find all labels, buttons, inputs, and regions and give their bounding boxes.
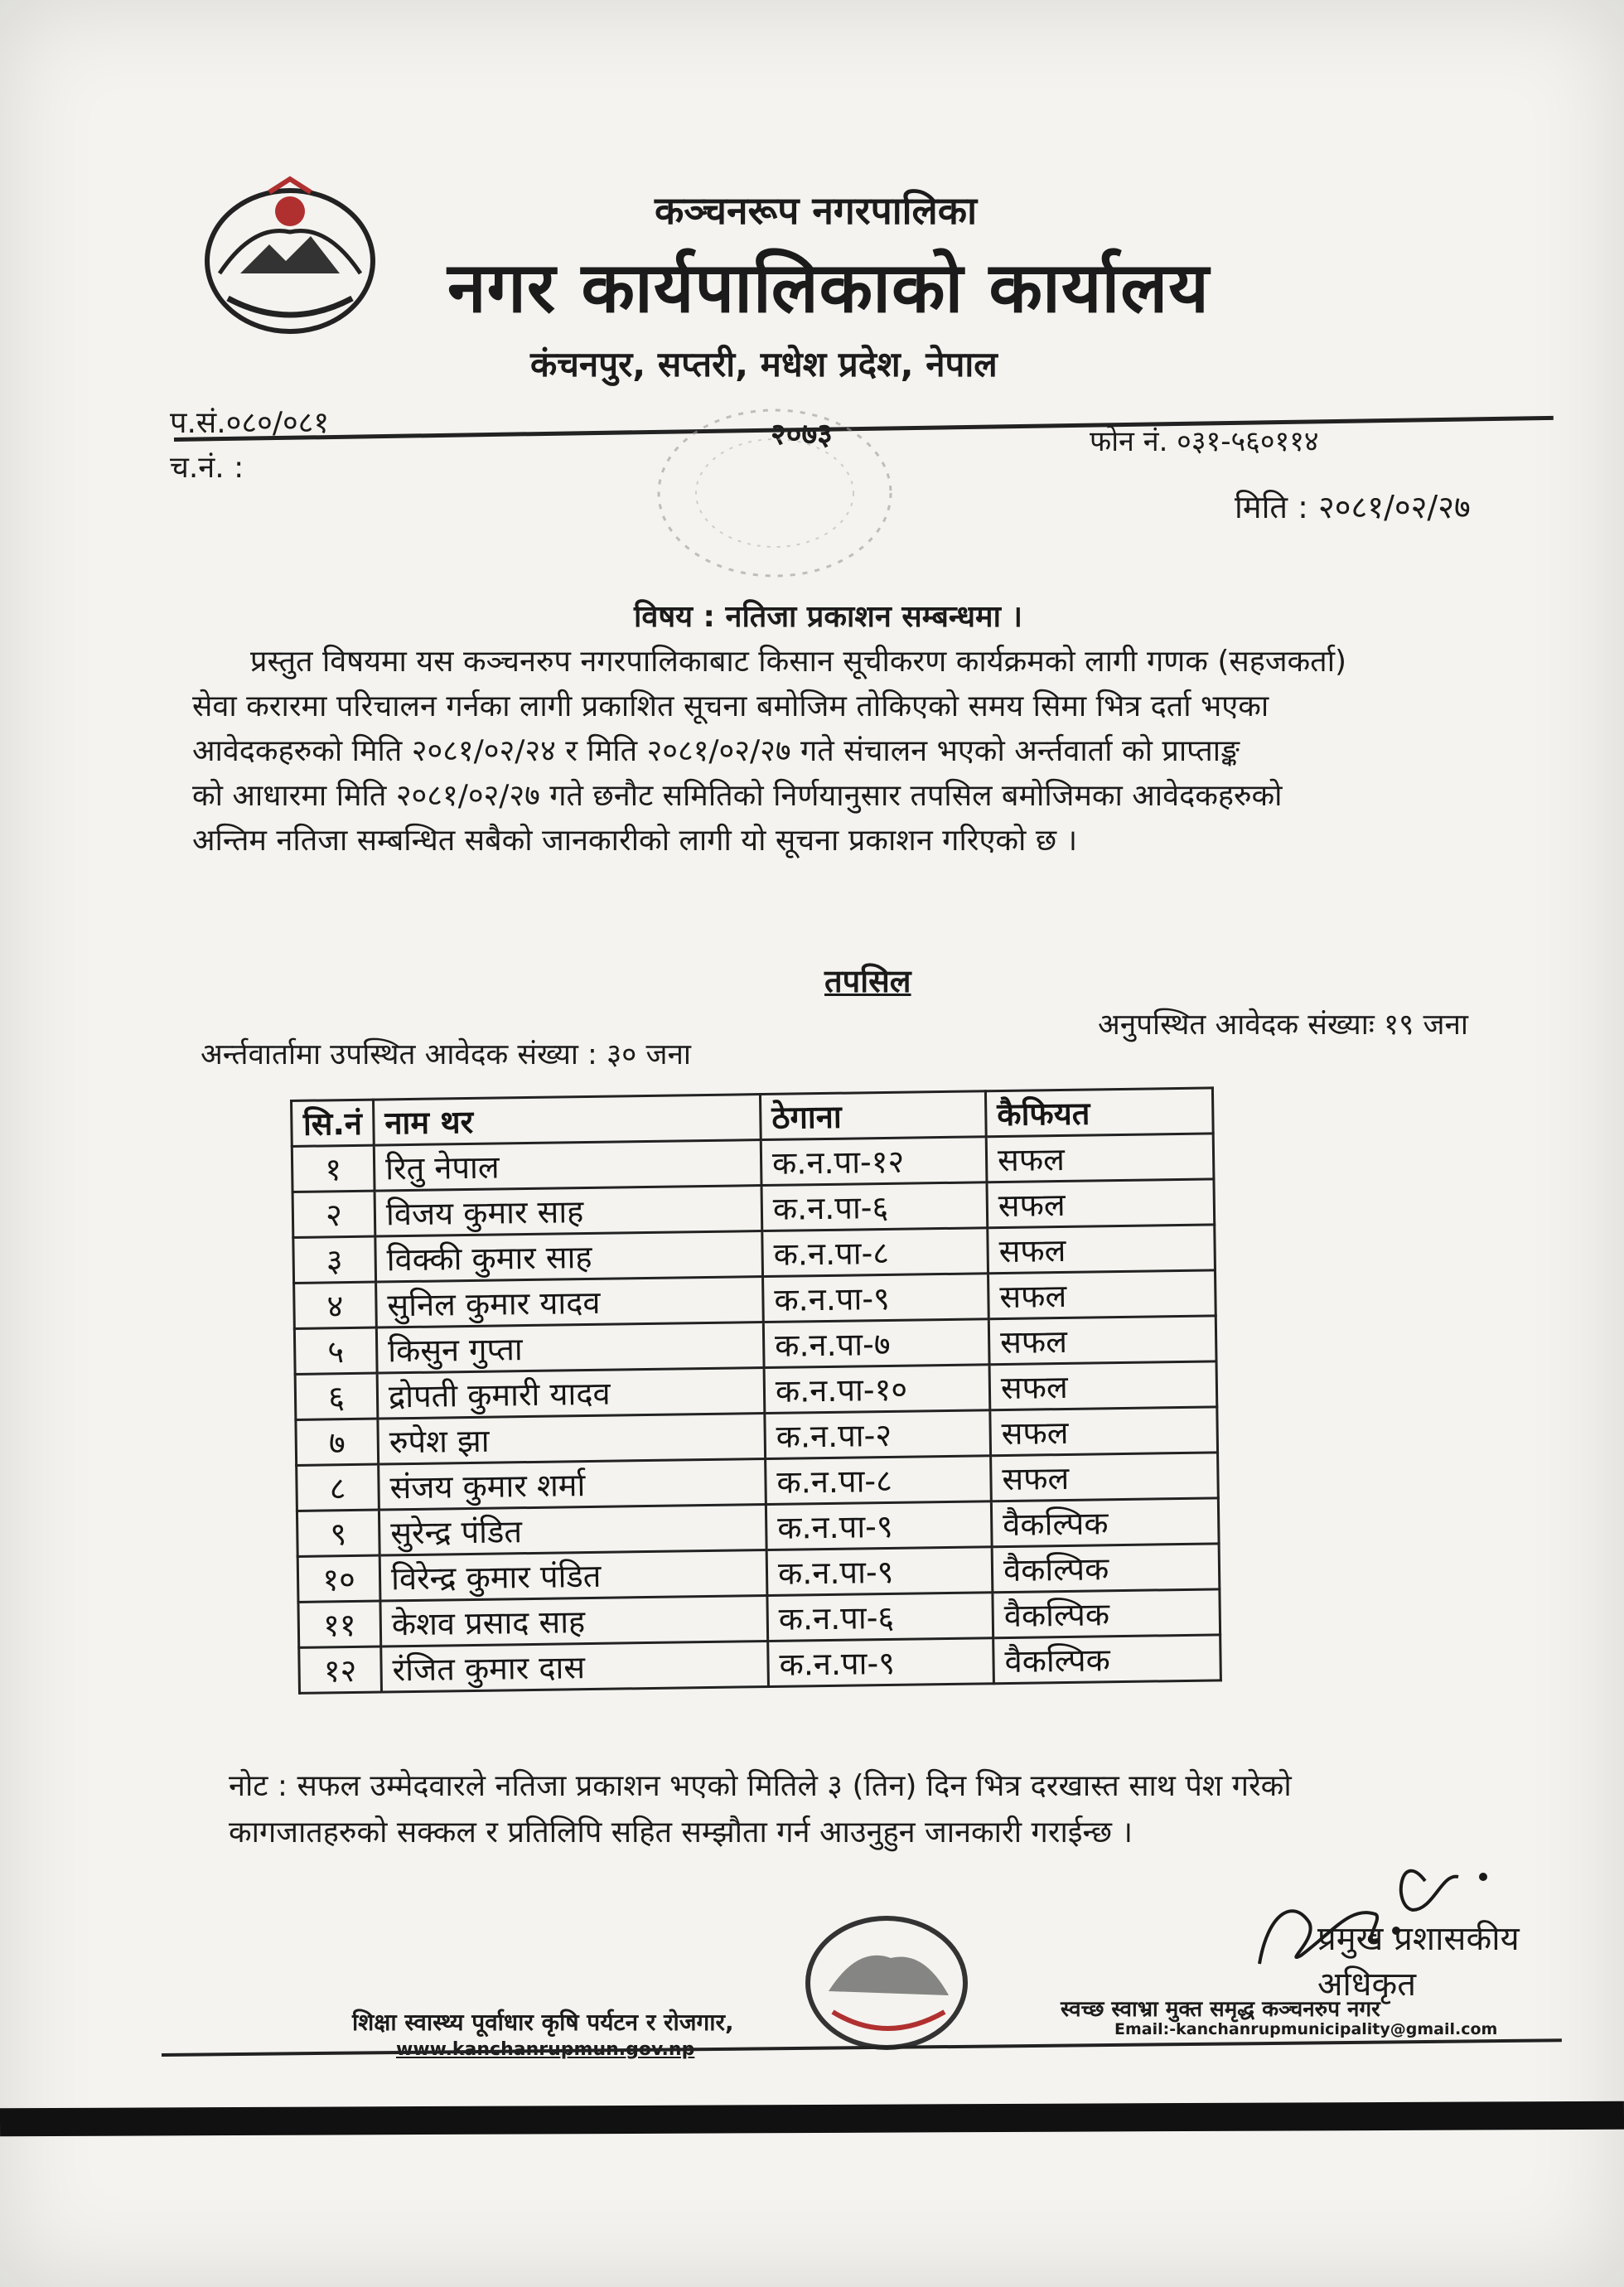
cell-remarks: सफल [988, 1270, 1216, 1319]
cell-name: द्रोपती कुमारी यादव [377, 1368, 765, 1419]
cell-name: रितु नेपाल [374, 1140, 761, 1192]
cell-serial: ८ [297, 1464, 379, 1511]
cell-name: सुनिल कुमार यादव [376, 1277, 764, 1328]
col-header-remarks: कैफियत [985, 1088, 1213, 1137]
cell-name: संजय कुमार शर्मा [379, 1459, 766, 1511]
cell-address: क.न.पा-९ [766, 1501, 992, 1550]
subject-line: विषय : नतिजा प्रकाशन सम्बन्धमा । [634, 600, 1023, 634]
footer-slogan-left: शिक्षा स्वास्थ्य पूर्वाधार कृषि पर्यटन र रोजगार, [352, 2009, 734, 2036]
body-line: को आधारमा मिति २०८१/०२/२७ गते छनौट समितिको निर्णयानुसार तपसिल बमोजिमका आवेदकहरुको [192, 779, 1283, 813]
body-line: अन्तिम नतिजा सम्बन्धित सबैको जानकारीको लागी यो सूचना प्रकाशन गरिएको छ । [192, 824, 1078, 858]
office-title: नगर कार्यपालिकाको कार्यालय [447, 247, 1210, 328]
letter-date: मिति : २०८१/०२/२७ [1235, 489, 1471, 525]
cell-serial: १ [292, 1145, 375, 1192]
signer-designation: प्रमुख प्रशासकीय अधिकृत [1317, 1920, 1520, 2004]
cell-name: विरेन्द्र कुमार पंडित [379, 1550, 767, 1602]
cell-remarks: वैकल्पिक [991, 1498, 1219, 1547]
footer-stamp-icon [800, 1912, 974, 2053]
office-address: कंचनपुर, सप्तरी, मधेश प्रदेश, नेपाल [530, 344, 998, 384]
body-line: प्रस्तुत विषयमा यस कञ्चनरुप नगरपालिकाबाट किसान सूचीकरण कार्यक्रमको लागी गणक (सहजकर्ता) [250, 645, 1347, 679]
faint-stamp-icon [638, 389, 911, 597]
cell-serial: ४ [294, 1282, 377, 1328]
cell-name: केशव प्रसाद साह [380, 1596, 768, 1647]
reference-number: प.सं.०८०/०८१ [170, 406, 330, 440]
cell-remarks: सफल [986, 1134, 1214, 1182]
col-header-serial: सि.नं [292, 1100, 375, 1146]
cell-remarks: सफल [989, 1361, 1217, 1410]
cell-remarks: सफल [990, 1407, 1218, 1456]
cell-remarks: सफल [991, 1453, 1219, 1501]
present-count: अर्न्तवार्तामा उपस्थित आवेदक संख्या : ३० जना [201, 1038, 691, 1071]
footer-website: www.kanchanrupmun.gov.np [396, 2039, 695, 2060]
cell-remarks: सफल [987, 1179, 1215, 1228]
cell-address: क.न.पा-९ [766, 1547, 993, 1596]
body-paragraph [192, 640, 1559, 863]
cell-serial: १२ [299, 1646, 382, 1693]
cell-remarks: वैकल्पिक [992, 1544, 1220, 1593]
cell-address: क.न.पा-२ [765, 1410, 991, 1459]
cell-address: क.न.पा-८ [766, 1456, 992, 1505]
body-line: सेवा करारमा परिचालन गर्नका लागी प्रकाशित सूचना बमोजिम तोकिएको समय सिमा भित्र दर्ता भएका [192, 689, 1269, 723]
established-year: २०७३ [771, 418, 833, 452]
cell-serial: ६ [295, 1373, 378, 1419]
results-table [290, 1086, 1222, 1694]
footer-slogan-right: स्वच्छ स्वाभ्रा मुक्त समृद्ध कञ्चनरुप नगर [1061, 1997, 1380, 2022]
cell-address: क.न.पा-१० [764, 1365, 990, 1414]
cell-serial: १० [297, 1555, 380, 1602]
scan-edge-bar [0, 2101, 1624, 2137]
cell-name: विजय कुमार साह [375, 1186, 762, 1237]
note-line: कागजातहरुको सक्कल र प्रतिलिपि सहित सम्झौता गर्न आउनुहुन जानकारी गराईन्छ । [229, 1815, 1133, 1849]
cell-serial: ११ [298, 1601, 381, 1647]
tapasil-heading: तपसिल [824, 963, 911, 999]
cell-serial: २ [292, 1191, 375, 1237]
cell-address: क.न.पा-८ [762, 1228, 988, 1277]
note-line: नोट : सफल उम्मेदवारले नतिजा प्रकाशन भएको मितिले ३ (तिन) दिन भित्र दरखास्त साथ पेश गरेको [229, 1769, 1292, 1803]
cell-name: रुपेश झा [378, 1414, 766, 1465]
footer-email: Email:-kanchanrupmunicipality@gmail.com [1114, 2020, 1498, 2038]
cell-serial: ७ [296, 1419, 379, 1465]
cell-address: क.न.पा-६ [761, 1182, 988, 1231]
cell-address: क.न.पा-७ [763, 1319, 989, 1368]
nepal-emblem-icon [195, 174, 385, 340]
cell-remarks: वैकल्पिक [993, 1635, 1221, 1684]
cell-name: सुरेन्द्र पंडित [379, 1505, 766, 1556]
cell-serial: ९ [297, 1510, 379, 1556]
dispatch-number: च.नं. : [170, 451, 244, 485]
cell-serial: ५ [294, 1327, 377, 1374]
col-header-address: ठेगाना [760, 1091, 986, 1140]
cell-remarks: सफल [988, 1225, 1216, 1274]
cell-remarks: वैकल्पिक [993, 1589, 1220, 1638]
cell-address: क.न.पा-९ [768, 1638, 994, 1687]
cell-address: क.न.पा-९ [763, 1274, 989, 1322]
phone-number: फोन नं. ०३१-५६०११४ [1090, 425, 1319, 458]
cell-name: रंजित कुमार दास [381, 1642, 769, 1693]
absent-count: अनुपस्थित आवेदक संख्याः १९ जना [1098, 1008, 1468, 1042]
body-line: आवेदकहरुको मिति २०८१/०२/२४ र मिति २०८१/०२/२७ गते संचालन भएको अर्न्तवार्ता को प्राप्ताङ्क [192, 734, 1240, 768]
office-line: कञ्चनरूप नगरपालिका [655, 188, 977, 233]
cell-address: क.न.पा-१२ [761, 1137, 987, 1186]
cell-remarks: सफल [988, 1316, 1216, 1365]
cell-serial: ३ [293, 1236, 376, 1283]
col-header-name: नाम थर [374, 1095, 761, 1146]
cell-name: किसुन गुप्ता [376, 1322, 764, 1374]
cell-address: क.न.पा-६ [767, 1593, 993, 1642]
cell-name: विक्की कुमार साह [375, 1231, 763, 1283]
